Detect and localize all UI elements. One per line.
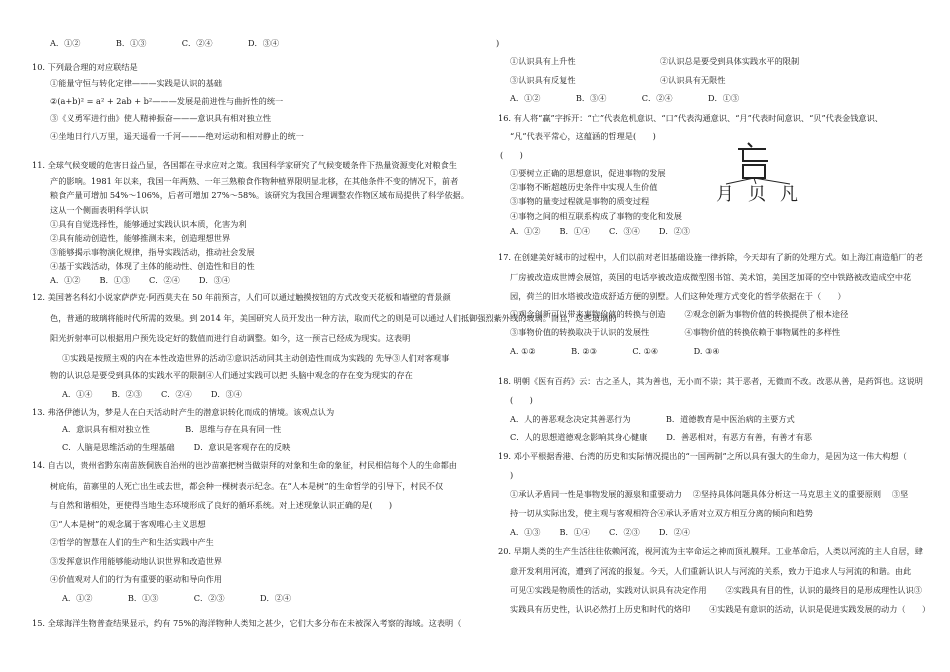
right-text-line: 20. 早期人类的生产生活往往依赖河流，视河流为主宰命运之神而顶礼膜拜。工业革命后，人类以河流的主人自居，肆	[498, 546, 923, 556]
right-text-line: A．人的善恶观念决定其善恶行为 B．道德教育是中医治病的主要方式	[510, 414, 795, 424]
left-text-line: ②具有能动创造性，能够推测未来，创造理想世界	[50, 233, 231, 243]
right-text-line: C．人的思想道德观念影响其身心健康 D．善恶相对，有恶方有善，有善才有恶	[510, 432, 812, 442]
fan-char: 凡	[780, 184, 798, 202]
left-text-line: 这从一个侧面表明科学认识	[50, 205, 149, 215]
right-text-line: 19. 邓小平根据香港、台湾的历史和实际情况提出的“一国两制”之所以具有强大的生命力，是因为这一伟大构想（	[498, 451, 907, 461]
right-text-line: 意开发利用河流，遭到了河流的报复。今天，人们重新认识人与河流的关系，致力于追求人与河流的和谐。由此	[510, 566, 912, 576]
right-text-line: 实践具有历史性，认识必然打上历史和时代的烙印 ④实践是有意识的活动，认识是促进实践发展的动力（ ）	[510, 604, 931, 614]
left-text-line: 树庇佑，苗寨里的人死亡出生或去世，都会种一棵树表示纪念。在“人本是树”的生命哲学的引导下，村民不仅	[50, 481, 444, 491]
left-text-line: ④坐地日行八万里，遥天遥看一千河———绝对运动和相对静止的统一	[50, 131, 304, 141]
left-text-line: ①实践是按照主观的内在本性改造世界的活动②意识活动同其主动创造性而成为实践的 先导③人们对客观事	[62, 353, 450, 363]
right-text-line: 可见①实践是物质性的活动，实践对认识具有决定作用 ②实践具有目的性，认识的最终目的是形成理性认识③	[510, 585, 922, 595]
right-text-line: ③事物价值的转换取决于认识的发展性 ④事物价值的转换依赖于事物属性的多样性	[510, 327, 841, 337]
left-text-line: A．①② B．①③ C．②④ D．③④	[50, 275, 230, 285]
left-text-line: ①“人本是树”的观念属于客观唯心主义思想	[50, 519, 206, 529]
right-text-line: ④事物之间的相互联系构成了事物的变化和发展	[510, 211, 682, 221]
left-text-line: 14. 自古以，贵州省黔东南苗族侗族自治州的岜沙苗寨把树当做崇拜的对象和生命的象征，村民相信每个人的生命都由	[32, 460, 457, 470]
right-text-line: A. ①② B. ②③ C. ①④ D. ③④	[510, 346, 720, 356]
left-text-line: 11. 全球气候变暖的危害日益凸显，各国都在寻求应对之策。我国科学家研究了气候变暖条件下热量资源变化对粮食生	[32, 160, 457, 170]
right-text-line: A．①③ B．①④ C．②③ D．②④	[510, 527, 690, 537]
right-text-line: “凡”代表平常心，这蕴涵的哲理是( )	[510, 131, 656, 141]
left-text-line: ②哲学的智慧在人们的生产和生活实践中产生	[50, 537, 214, 547]
left-text-line: 阳光折射率可以根据用户预先设定好的数值而进行自动调整。如今，这一预言已经成为现实。这表明	[50, 333, 411, 343]
right-text-line: )	[496, 38, 500, 48]
left-text-line: 与自然和谐相处，更使得当地生态环境形成了良好的循环系统。对上述现象认识正确的是( )	[50, 500, 393, 510]
left-text-line: ②(a+b)² = a² + 2ab + b²———发展是前进性与曲折性的统一	[50, 96, 284, 106]
left-text-line: A．①② B．①③ C．②③ D．②④	[62, 593, 292, 603]
yue-char: 月	[716, 184, 734, 202]
right-text-line: 持一切从实际出发，使主观与客观相符合④承认矛盾对立双方相互分离的倾向和趋势	[510, 508, 813, 518]
right-text-line: ①承认矛盾同一性是事物发展的源泉和重要动力 ②坚持具体问题具体分析这一马克思主义的重要原则 ③坚	[510, 489, 909, 499]
right-text-line: )	[510, 470, 514, 480]
left-text-line: ③能够揭示事物演化规律，指导实践活动，推动社会发展	[50, 247, 255, 257]
left-text-line: 粮食产量可增加 54%～106%，后者可增加 27%～58%。该研究为我国合理调整农作物区域布局提供了科学依据。	[50, 190, 469, 200]
left-text-line: ①具有自觉选择性，能够通过实践认识本质，化害为利	[50, 219, 247, 229]
right-text-line: 16. 有人将“赢”字拆开：“亡”代表危机意识、“口”代表沟通意识、“月”代表时间意识、“贝”代表金钱意识、	[498, 113, 883, 123]
left-text-line: ①能量守恒与转化定律———实践是认识的基础	[50, 78, 222, 88]
left-text-line: A．①④ B．②③ C．②④ D．③④	[62, 389, 242, 399]
left-text-line: 15. 全球海洋生物普查结果显示，约有 75%的海洋物种人类知之甚少，它们大多分布在未被深入考察的海域。这表明（	[32, 618, 462, 628]
left-text-line: 色，普通的玻璃将能时代所需的效果。到 2014 年，美国研究人员开发出一种方法，取而代之的则是可以通过人们抵御强烈紫外线的玻璃。而且，这些玻璃的	[50, 313, 617, 323]
left-text-line: ③发挥意识作用能够能动地认识世界和改造世界	[50, 556, 222, 566]
right-text-line: ①要树立正确的思想意识，促进事物的发展	[510, 168, 666, 178]
left-text-line: 产的影响。1981 年以来，我国一年两熟、一年三熟粮食作物种植界限明显北移，在其他条件不变的情况下，前者	[50, 176, 459, 186]
right-text-line: A．①② B．①④ C．③④ D．②③	[510, 226, 690, 236]
right-text-line: ( )	[500, 150, 523, 160]
right-text-line: ①观念创新可以带来事物价值的转换与创造 ②观念创新为事物价值的转换提供了根本途径	[510, 309, 849, 319]
left-text-line: 12. 美国著名科幻小说家萨萨克·阿西莫夫在 50 年前预言，人们可以通过触摸按钮的方式改变天花板和墙壁的背景颜	[32, 292, 451, 302]
left-text-line: A．①② B．①③ C．②④ D．③④	[50, 38, 280, 48]
right-text-line: ①认识具有上升性 ②认识总是要受到具体实践水平的限制	[510, 56, 800, 66]
right-text-line: 厂房被改造成世博会展馆，英国的电话亭被改造成微型图书馆、美术馆，美国芝加哥的空中铁路被改造成空中花	[510, 272, 912, 282]
left-text-line: A．意识具有相对独立性 B．思维与存在具有同一性	[62, 424, 282, 434]
right-text-line: 17. 在创建美好城市的过程中，人们以前对老旧基础设施一律拆除，今天却有了新的处理方式。如上海江南造船厂的老	[498, 252, 923, 262]
left-text-line: ④价值观对人们的行为有重要的驱动和导向作用	[50, 574, 222, 584]
ying-character-figure	[712, 140, 822, 202]
right-text-line: ③认识具有反复性 ④认识具有无限性	[510, 75, 726, 85]
right-text-line: A．①② B．③④ C．②④ D．①③	[510, 93, 740, 103]
bei-char: 贝	[748, 184, 766, 202]
left-text-line: ④基于实践活动，体现了主体的能动性、创造性和目的性	[50, 261, 255, 271]
right-text-line: ( )	[510, 395, 533, 405]
left-text-line: C．人脑是思维活动的生理基础 D．意识是客观存在的反映	[62, 442, 291, 452]
ying-decomposition-svg	[712, 140, 822, 202]
right-text-line: 园，荷兰的旧水塔被改造成舒适方便的别墅。人们这种处理方式变化的哲学依据在于（ ）	[510, 291, 846, 301]
left-text-line: 物的认识总是要受到具体的实践水平的限制④人们通过实践可以把 头脑中观念的存在变为现实的存在	[50, 370, 413, 380]
right-text-line: ②事物不断超越历史条件中实现人生价值	[510, 182, 658, 192]
right-text-line: ③事物的量变过程就是事物的质变过程	[510, 196, 650, 206]
left-text-line: 13. 弗洛伊德认为，梦是人在白天活动时产生的潜意识转化而成的情境。该观点认为	[32, 407, 335, 417]
left-text-line: 10. 下列最合理的对应联结是	[32, 62, 138, 72]
right-text-line: 18. 明朝《医有百药》云：古之圣人，其为善也，无小而不崇；其于恶者，无微而不改。改恶从善，是药饵也。这说明	[498, 376, 923, 386]
left-text-line: ③《义勇军进行曲》使人精神振奋———意识具有相对独立性	[50, 113, 272, 123]
